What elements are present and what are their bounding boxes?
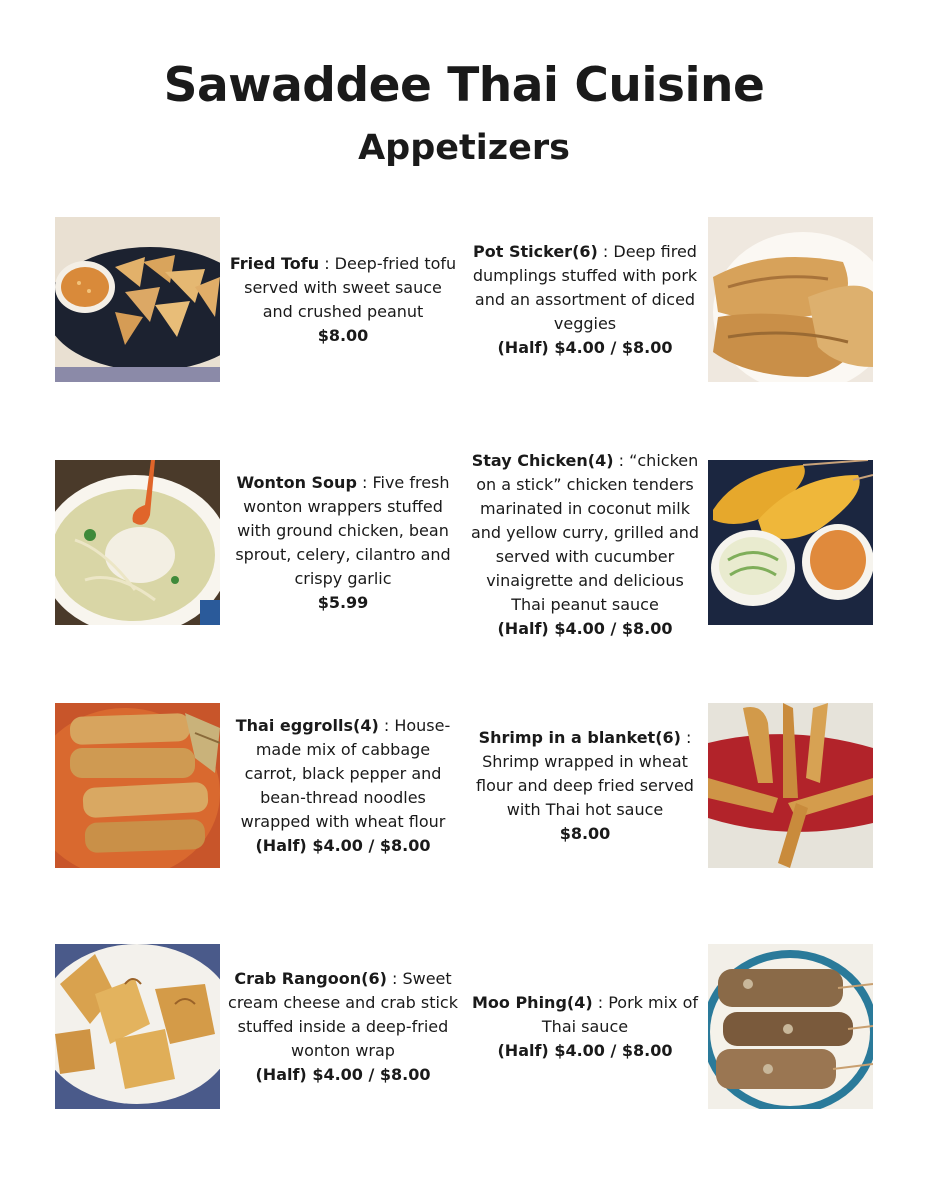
item-price: (Half) $4.00 / $8.00 bbox=[497, 619, 673, 638]
satay-chicken-photo bbox=[708, 460, 873, 625]
item-description: House-made mix of cabbage carrot, black pepper and bean-thread noodles wrapped with wheat flour bbox=[240, 715, 451, 831]
eggrolls-photo bbox=[55, 703, 220, 868]
item-wonton-soup bbox=[228, 440, 458, 645]
item-separator: : bbox=[378, 715, 395, 735]
item-name: Thai eggrolls(4) bbox=[235, 715, 379, 735]
item-separator: : bbox=[613, 451, 630, 470]
shrimp-blanket-photo bbox=[708, 703, 873, 868]
item-name: Pot Sticker(6) bbox=[473, 241, 598, 261]
item-name: Stay Chicken(4) bbox=[471, 451, 614, 470]
item-name: Shrimp in a blanket(6) bbox=[478, 727, 681, 747]
item-stay-chicken bbox=[470, 430, 700, 660]
item-description: Five fresh wonton wrappers stuffed with ground chicken, bean sprout, celery, cilantro and crispy garlic bbox=[235, 472, 451, 588]
item-price: $8.00 bbox=[317, 325, 369, 345]
item-description: Deep-fried tofu served with sweet sauce and crushed peanut bbox=[244, 253, 457, 321]
item-separator: : bbox=[680, 727, 692, 747]
item-name: Wonton Soup bbox=[236, 472, 357, 492]
wonton-soup-photo bbox=[55, 460, 220, 625]
item-price: $8.00 bbox=[559, 823, 611, 843]
crab-rangoon-photo bbox=[55, 944, 220, 1109]
item-name: Moo Phing(4) bbox=[471, 992, 593, 1012]
item-description: Pork mix of Thai sauce bbox=[541, 992, 699, 1036]
restaurant-title: Sawaddee Thai Cuisine bbox=[163, 58, 765, 113]
moo-phing-photo bbox=[708, 944, 873, 1109]
item-description: Shrimp wrapped in wheat flour and deep fried served with Thai hot sauce bbox=[476, 751, 694, 819]
item-name: Fried Tofu bbox=[229, 253, 320, 273]
item-separator: : bbox=[592, 992, 609, 1012]
item-price: (Half) $4.00 / $8.00 bbox=[497, 1040, 673, 1060]
item-separator: : bbox=[386, 968, 403, 988]
item-separator: : bbox=[356, 472, 373, 492]
item-separator: : bbox=[319, 253, 335, 273]
item-crab-rangoon bbox=[228, 944, 458, 1109]
pot-sticker-photo bbox=[708, 217, 873, 382]
item-separator: : bbox=[597, 241, 614, 261]
item-description: “chicken on a stick” chicken tenders marinated in coconut milk and yellow curry, grilled and served with cucumber vinaigrette and delicious Thai peanut sauce bbox=[470, 451, 700, 614]
item-moo-phing bbox=[470, 944, 700, 1109]
item-name: Crab Rangoon(6) bbox=[234, 968, 387, 988]
fried-tofu-photo bbox=[55, 217, 220, 382]
item-price: (Half) $4.00 / $8.00 bbox=[497, 337, 673, 357]
item-price: $5.99 bbox=[317, 592, 369, 612]
item-description: Sweet cream cheese and crab stick stuffed inside a deep-fried wonton wrap bbox=[228, 968, 458, 1060]
item-price: (Half) $4.00 / $8.00 bbox=[255, 835, 431, 855]
section-title: Appetizers bbox=[358, 128, 570, 168]
item-shrimp-in-a-blanket bbox=[470, 703, 700, 868]
item-fried-tofu bbox=[228, 217, 458, 382]
item-price: (Half) $4.00 / $8.00 bbox=[255, 1064, 431, 1084]
item-description: Deep fired dumplings stuffed with pork and an assortment of diced veggies bbox=[472, 241, 698, 333]
item-pot-sticker bbox=[470, 217, 700, 382]
item-thai-eggrolls bbox=[228, 703, 458, 868]
